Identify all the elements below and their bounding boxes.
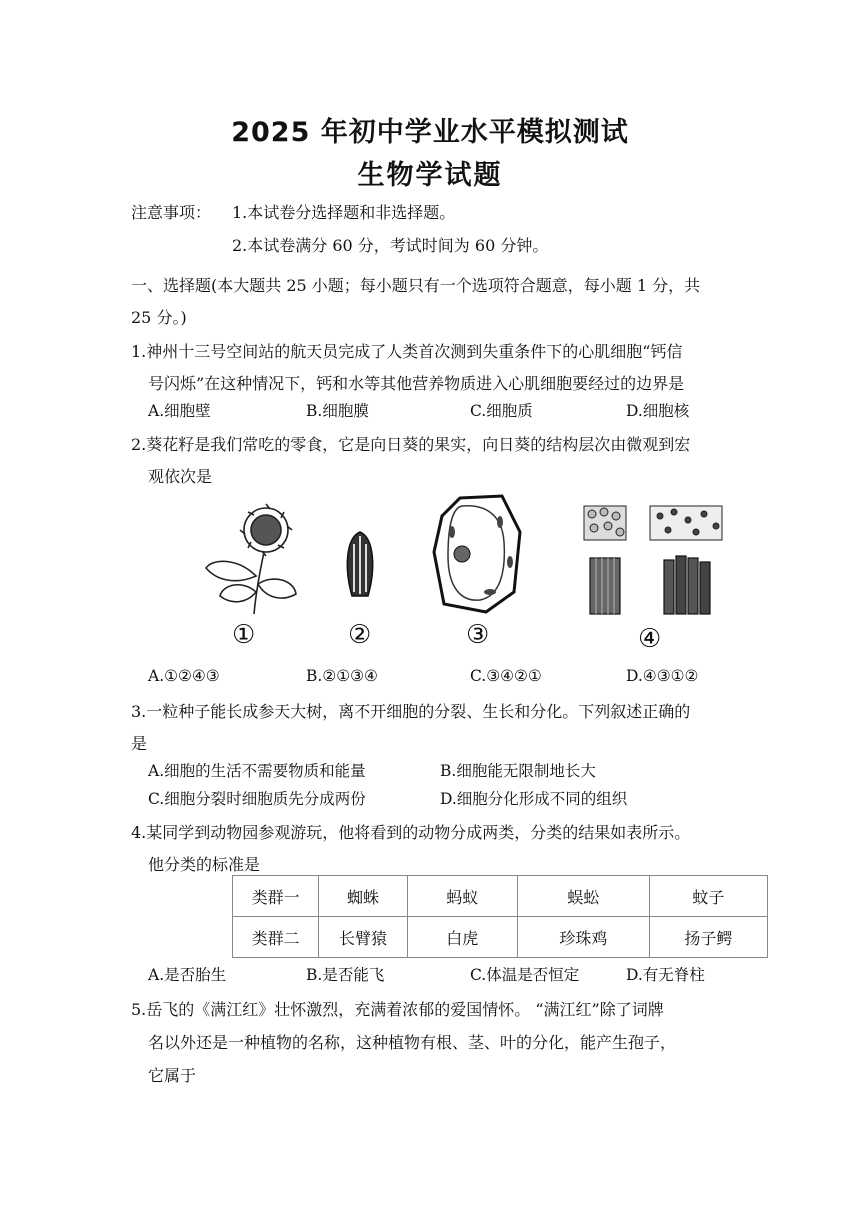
q4-option-d[interactable]: D.有无脊柱 [626, 966, 705, 984]
notes-label: 注意事项： [131, 203, 212, 222]
table-cell: 珍珠鸡 [517, 917, 649, 958]
classification-table [232, 875, 768, 958]
question-1-line: 1.神州十三号空间站的航天员完成了人类首次测到失重条件下的心肌细胞“钙信 [131, 342, 683, 361]
figure-label-4: ④ [638, 624, 662, 654]
q3-option-b[interactable]: B.细胞能无限制地长大 [440, 762, 596, 780]
q1-option-d[interactable]: D.细胞核 [626, 402, 690, 420]
q2-option-b[interactable]: B.②①③④ [306, 667, 378, 685]
q3-option-c[interactable]: C.细胞分裂时细胞质先分成两份 [148, 790, 366, 808]
section-heading: 一、选择题(本大题共 25 小题；每小题只有一个选项符合题意，每小题 1 分，共 [131, 276, 701, 295]
exam-subtitle: 生物学试题 [357, 160, 503, 191]
question-3-line: 是 [131, 734, 148, 753]
q2-option-c[interactable]: C.③④②① [470, 667, 542, 685]
table-cell: 蚊子 [649, 876, 767, 917]
table-cell: 蜘蛛 [319, 876, 407, 917]
table-cell: 蜈蚣 [517, 876, 649, 917]
table-cell: 扬子鳄 [649, 917, 767, 958]
question-1-line: 号闪烁”在这种情况下，钙和水等其他营养物质进入心肌细胞要经过的边界是 [148, 374, 685, 393]
figure-label-2: ② [348, 620, 372, 650]
table-row [233, 917, 768, 958]
table-cell: 长臂猿 [319, 917, 407, 958]
question-5-line: 名以外还是一种植物的名称，这种植物有根、茎、叶的分化，能产生孢子， [148, 1033, 677, 1052]
table-cell: 类群二 [233, 917, 319, 958]
question-2-line: 2.葵花籽是我们常吃的零食，它是向日葵的果实，向日葵的结构层次由微观到宏 [131, 435, 691, 454]
q1-option-b[interactable]: B.细胞膜 [306, 402, 369, 420]
q1-option-a[interactable]: A.细胞壁 [148, 402, 211, 420]
exam-title: 2025 年初中学业水平模拟测试 [231, 117, 629, 148]
question-5-line: 5.岳飞的《满江红》壮怀激烈，充满着浓郁的爱国情怀。 “满江红”除了词牌 [131, 1000, 664, 1019]
question-4-line: 4.某同学到动物园参观游玩，他将看到的动物分成两类，分类的结果如表所示。 [131, 823, 691, 842]
plant-cell-icon [430, 492, 526, 616]
table-cell: 蚂蚁 [407, 876, 517, 917]
question-3-line: 3.一粒种子能长成参天大树，离不开细胞的分裂、生长和分化。下列叙述正确的 [131, 702, 691, 721]
tissue-samples-icon [580, 502, 730, 620]
q3-option-a[interactable]: A.细胞的生活不需要物质和能量 [148, 762, 366, 780]
sunflower-seed-icon [340, 528, 380, 600]
note-item: 2.本试卷满分 60 分，考试时间为 60 分钟。 [232, 236, 549, 255]
question-2-line: 观依次是 [148, 467, 213, 486]
table-cell: 白虎 [407, 917, 517, 958]
sunflower-plant-icon [198, 496, 308, 616]
q2-option-a[interactable]: A.①②④③ [148, 667, 220, 685]
table-cell: 类群一 [233, 876, 319, 917]
question-4-line: 他分类的标准是 [148, 855, 261, 874]
section-heading-cont: 25 分。) [131, 308, 187, 327]
structure-figures [180, 488, 740, 658]
q3-option-d[interactable]: D.细胞分化形成不同的组织 [440, 790, 628, 808]
q2-option-d[interactable]: D.④③①② [626, 667, 699, 685]
table-row [233, 876, 768, 917]
q4-option-c[interactable]: C.体温是否恒定 [470, 966, 580, 984]
figure-label-1: ① [232, 620, 256, 650]
q1-option-c[interactable]: C.细胞质 [470, 402, 533, 420]
q4-option-a[interactable]: A.是否胎生 [148, 966, 227, 984]
question-5-line: 它属于 [148, 1066, 197, 1085]
note-item: 1.本试卷分选择题和非选择题。 [232, 203, 456, 222]
figure-label-3: ③ [466, 620, 490, 650]
q4-option-b[interactable]: B.是否能飞 [306, 966, 385, 984]
